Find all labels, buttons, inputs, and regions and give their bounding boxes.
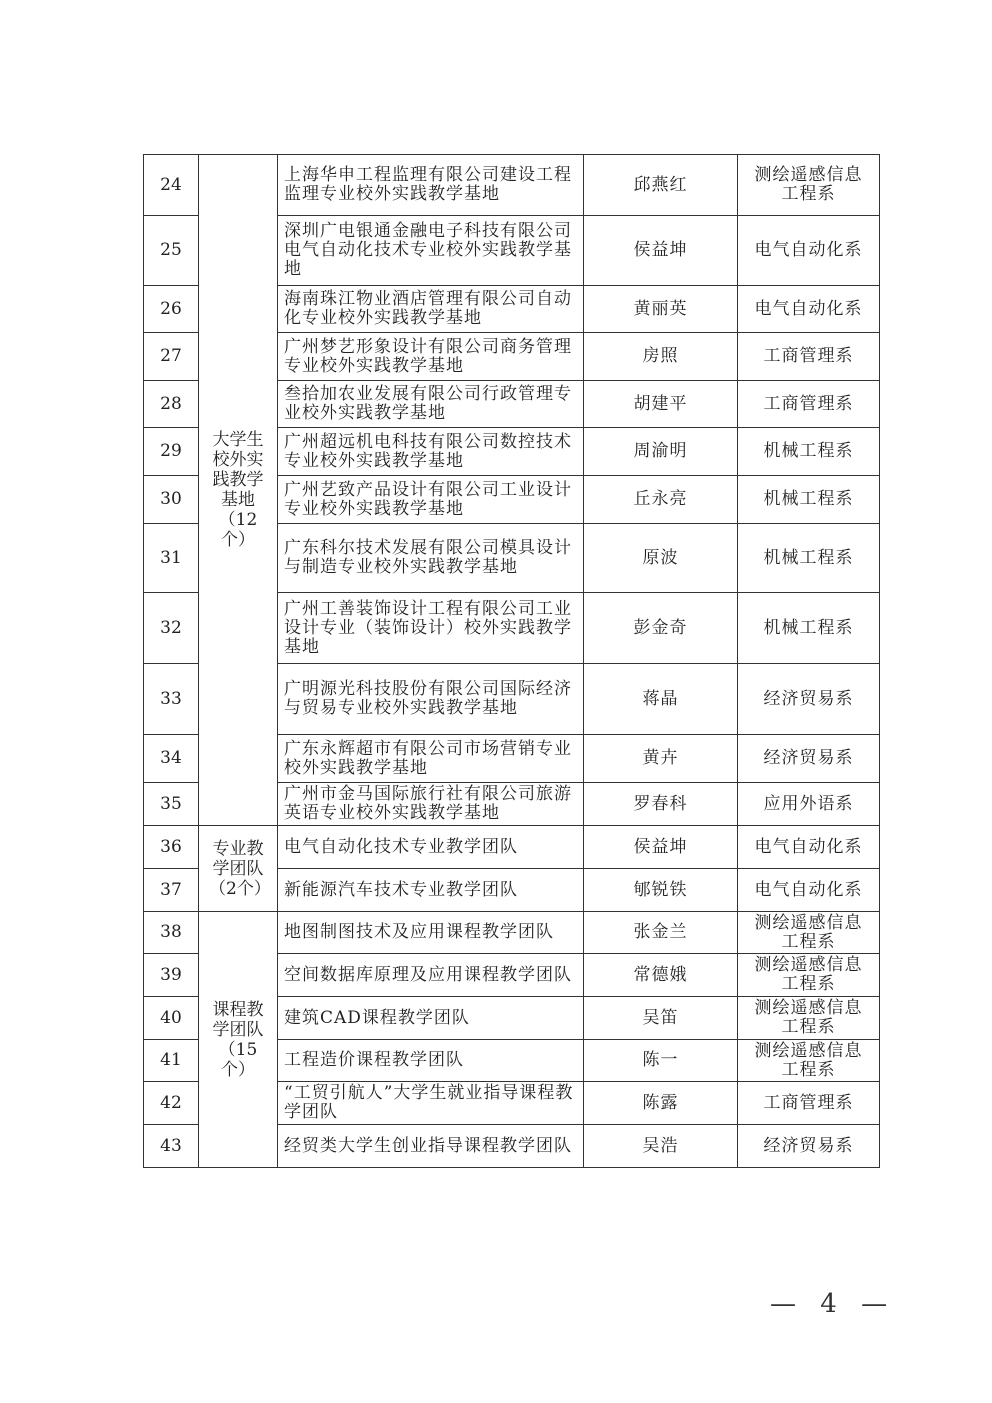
department: 机械工程系 [738, 524, 880, 593]
item-name: 海南珠江物业酒店管理有限公司自动化专业校外实践教学基地 [278, 286, 584, 333]
department: 经济贸易系 [738, 1125, 880, 1168]
department: 电气自动化系 [738, 286, 880, 333]
row-number: 28 [144, 381, 199, 428]
department: 应用外语系 [738, 783, 880, 826]
item-name: 上海华申工程监理有限公司建设工程监理专业校外实践教学基地 [278, 155, 584, 216]
item-name: 广东永辉超市有限公司市场营销专业校外实践教学基地 [278, 735, 584, 783]
row-number: 33 [144, 664, 199, 735]
department: 工商管理系 [738, 381, 880, 428]
row-number: 38 [144, 912, 199, 954]
item-name: 经贸类大学生创业指导课程教学团队 [278, 1125, 584, 1168]
row-number: 30 [144, 476, 199, 524]
person-name: 黄丽英 [584, 286, 738, 333]
department: 测绘遥感信息工程系 [738, 997, 880, 1040]
row-number: 31 [144, 524, 199, 593]
row-number: 29 [144, 428, 199, 476]
department: 机械工程系 [738, 593, 880, 664]
table-row [144, 912, 880, 954]
row-number: 24 [144, 155, 199, 216]
table-row [144, 155, 880, 216]
category-cell: 专业教学团队（2个） [199, 826, 278, 912]
category-cell: 课程教学团队（15个） [199, 912, 278, 1168]
person-name: 丘永亮 [584, 476, 738, 524]
row-number: 37 [144, 869, 199, 912]
item-name: 建筑CAD课程教学团队 [278, 997, 584, 1040]
person-name: 黄卉 [584, 735, 738, 783]
person-name: 吴浩 [584, 1125, 738, 1168]
person-name: 罗春科 [584, 783, 738, 826]
person-name: 侯益坤 [584, 216, 738, 286]
department: 测绘遥感信息工程系 [738, 912, 880, 954]
row-number: 25 [144, 216, 199, 286]
item-name: 广州超远机电科技有限公司数控技术专业校外实践教学基地 [278, 428, 584, 476]
row-number: 32 [144, 593, 199, 664]
item-name: 深圳广电银通金融电子科技有限公司电气自动化技术专业校外实践教学基地 [278, 216, 584, 286]
row-number: 39 [144, 954, 199, 997]
item-name: 工程造价课程教学团队 [278, 1040, 584, 1082]
page-number: — 4 — [770, 1289, 896, 1319]
item-name: “工贸引航人”大学生就业指导课程教学团队 [278, 1082, 584, 1125]
person-name: 蒋晶 [584, 664, 738, 735]
row-number: 34 [144, 735, 199, 783]
project-table [143, 154, 880, 1168]
department: 测绘遥感信息工程系 [738, 1040, 880, 1082]
item-name: 广州梦艺形象设计有限公司商务管理专业校外实践教学基地 [278, 333, 584, 381]
department: 电气自动化系 [738, 216, 880, 286]
person-name: 陈露 [584, 1082, 738, 1125]
row-number: 35 [144, 783, 199, 826]
row-number: 40 [144, 997, 199, 1040]
item-name: 电气自动化技术专业教学团队 [278, 826, 584, 869]
item-name: 地图制图技术及应用课程教学团队 [278, 912, 584, 954]
person-name: 邱燕红 [584, 155, 738, 216]
department: 工商管理系 [738, 1082, 880, 1125]
person-name: 侯益坤 [584, 826, 738, 869]
person-name: 张金兰 [584, 912, 738, 954]
category-cell: 大学生校外实践教学基地（12个） [199, 155, 278, 826]
department: 工商管理系 [738, 333, 880, 381]
row-number: 26 [144, 286, 199, 333]
row-number: 27 [144, 333, 199, 381]
item-name: 广东科尔技术发展有限公司模具设计与制造专业校外实践教学基地 [278, 524, 584, 593]
department: 机械工程系 [738, 428, 880, 476]
item-name: 广州市金马国际旅行社有限公司旅游英语专业校外实践教学基地 [278, 783, 584, 826]
person-name: 郇锐铁 [584, 869, 738, 912]
item-name: 广明源光科技股份有限公司国际经济与贸易专业校外实践教学基地 [278, 664, 584, 735]
person-name: 原波 [584, 524, 738, 593]
item-name: 广州艺致产品设计有限公司工业设计专业校外实践教学基地 [278, 476, 584, 524]
person-name: 吴笛 [584, 997, 738, 1040]
department: 测绘遥感信息工程系 [738, 954, 880, 997]
department: 电气自动化系 [738, 826, 880, 869]
department: 电气自动化系 [738, 869, 880, 912]
person-name: 房照 [584, 333, 738, 381]
item-name: 广州工善装饰设计工程有限公司工业设计专业（装饰设计）校外实践教学基地 [278, 593, 584, 664]
item-name: 新能源汽车技术专业教学团队 [278, 869, 584, 912]
row-number: 43 [144, 1125, 199, 1168]
department: 经济贸易系 [738, 664, 880, 735]
table-row [144, 826, 880, 869]
item-name: 叁拾加农业发展有限公司行政管理专业校外实践教学基地 [278, 381, 584, 428]
row-number: 36 [144, 826, 199, 869]
person-name: 陈一 [584, 1040, 738, 1082]
row-number: 41 [144, 1040, 199, 1082]
department: 机械工程系 [738, 476, 880, 524]
person-name: 常德娥 [584, 954, 738, 997]
department: 测绘遥感信息工程系 [738, 155, 880, 216]
row-number: 42 [144, 1082, 199, 1125]
department: 经济贸易系 [738, 735, 880, 783]
person-name: 周渝明 [584, 428, 738, 476]
person-name: 彭金奇 [584, 593, 738, 664]
item-name: 空间数据库原理及应用课程教学团队 [278, 954, 584, 997]
person-name: 胡建平 [584, 381, 738, 428]
